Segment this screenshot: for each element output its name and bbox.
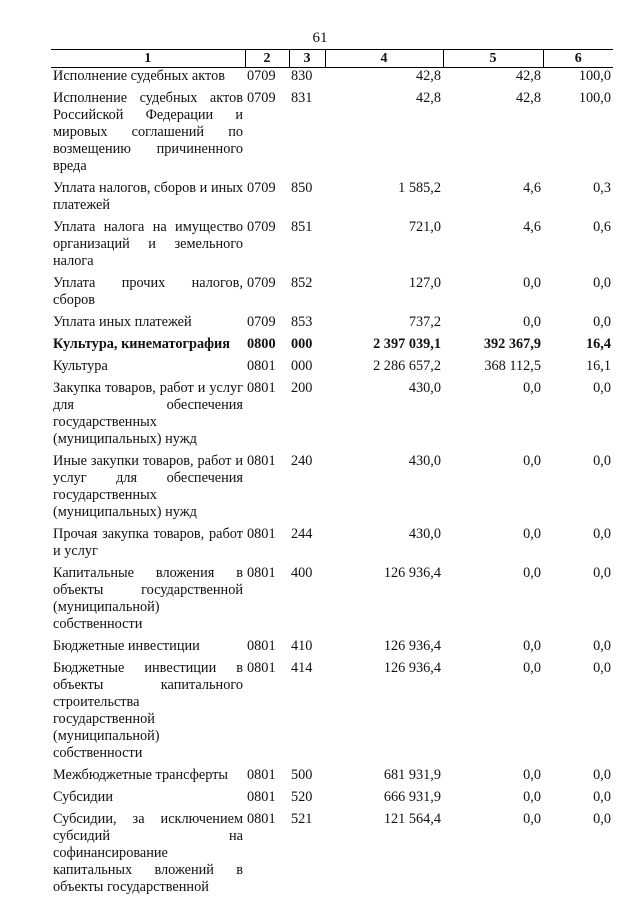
budget-table bbox=[51, 49, 613, 901]
column-header: 5 bbox=[443, 50, 543, 68]
approved-amount-cell: 126 936,4 bbox=[383, 565, 441, 581]
expense-type-cell: 851 bbox=[291, 219, 313, 235]
executed-amount-cell: 0,0 bbox=[523, 526, 541, 542]
expense-type-cell: 853 bbox=[291, 314, 313, 330]
execution-percent-cell: 0,0 bbox=[593, 453, 611, 469]
row-name-cell: Уплата налогов, сборов и иных платежей bbox=[53, 180, 243, 213]
page-number: 61 bbox=[312, 30, 328, 46]
table-row bbox=[51, 219, 613, 275]
expense-type-cell: 521 bbox=[291, 811, 313, 827]
table-row bbox=[51, 314, 613, 336]
section-code-cell: 0709 bbox=[247, 180, 276, 196]
approved-amount-cell: 666 931,9 bbox=[383, 789, 441, 805]
expense-type-cell: 400 bbox=[291, 565, 313, 581]
column-header: 2 bbox=[245, 50, 289, 68]
section-code-cell: 0709 bbox=[247, 219, 276, 235]
row-name-cell: Субсидии bbox=[53, 789, 113, 805]
table-header-row bbox=[51, 50, 613, 68]
table-row bbox=[51, 789, 613, 811]
approved-amount-cell: 2 286 657,2 bbox=[373, 358, 441, 374]
execution-percent-cell: 0,0 bbox=[593, 526, 611, 542]
executed-amount-cell: 0,0 bbox=[523, 660, 541, 676]
expense-type-cell: 852 bbox=[291, 275, 313, 291]
approved-amount-cell: 126 936,4 bbox=[383, 638, 441, 654]
section-code-cell: 0709 bbox=[247, 314, 276, 330]
approved-amount-cell: 1 585,2 bbox=[398, 180, 441, 196]
row-name-cell: Культура, кинематография bbox=[53, 336, 230, 352]
approved-amount-cell: 430,0 bbox=[408, 380, 441, 396]
row-name-cell: Культура bbox=[53, 358, 108, 374]
table-row bbox=[51, 565, 613, 638]
approved-amount-cell: 721,0 bbox=[408, 219, 441, 235]
column-header: 6 bbox=[543, 50, 613, 68]
row-name-cell: Исполнение судебных актов bbox=[53, 68, 225, 84]
approved-amount-cell: 126 936,4 bbox=[383, 660, 441, 676]
execution-percent-cell: 0,0 bbox=[593, 314, 611, 330]
table-row bbox=[51, 638, 613, 660]
row-name-cell: Закупка товаров, работ и услуг для обеспечения государственных (муниципальных) нужд bbox=[53, 380, 243, 447]
section-code-cell: 0801 bbox=[247, 660, 276, 676]
executed-amount-cell: 368 112,5 bbox=[484, 358, 541, 374]
approved-amount-cell: 42,8 bbox=[415, 90, 441, 106]
executed-amount-cell: 0,0 bbox=[523, 767, 541, 783]
execution-percent-cell: 0,0 bbox=[593, 638, 611, 654]
execution-percent-cell: 0,6 bbox=[593, 219, 611, 235]
expense-type-cell: 500 bbox=[291, 767, 313, 783]
expense-type-cell: 850 bbox=[291, 180, 313, 196]
executed-amount-cell: 0,0 bbox=[523, 565, 541, 581]
approved-amount-cell: 737,2 bbox=[408, 314, 441, 330]
row-name-cell: Прочая закупка товаров, работ и услуг bbox=[53, 526, 243, 559]
expense-type-cell: 830 bbox=[291, 68, 313, 84]
approved-amount-cell: 430,0 bbox=[408, 526, 441, 542]
section-code-cell: 0801 bbox=[247, 811, 276, 827]
execution-percent-cell: 0,0 bbox=[593, 660, 611, 676]
section-code-cell: 0801 bbox=[247, 453, 276, 469]
row-name-cell: Капитальные вложения в объекты государственной (муниципальной) собственности bbox=[53, 565, 243, 632]
approved-amount-cell: 121 564,4 bbox=[383, 811, 441, 827]
expense-type-cell: 414 bbox=[291, 660, 313, 676]
execution-percent-cell: 16,4 bbox=[585, 336, 611, 352]
row-name-cell: Бюджетные инвестиции bbox=[53, 638, 200, 654]
row-name-cell: Иные закупки товаров, работ и услуг для обеспечения государственных (муниципальных) нужд bbox=[53, 453, 243, 520]
table-row bbox=[51, 336, 613, 358]
execution-percent-cell: 0,0 bbox=[593, 789, 611, 805]
approved-amount-cell: 2 397 039,1 bbox=[373, 336, 441, 352]
execution-percent-cell: 0,0 bbox=[593, 565, 611, 581]
table-row bbox=[51, 380, 613, 453]
table-row bbox=[51, 811, 613, 901]
approved-amount-cell: 681 931,9 bbox=[383, 767, 441, 783]
executed-amount-cell: 0,0 bbox=[523, 789, 541, 805]
table-row bbox=[51, 358, 613, 380]
executed-amount-cell: 0,0 bbox=[523, 275, 541, 291]
executed-amount-cell: 392 367,9 bbox=[483, 336, 541, 352]
row-name-cell: Межбюджетные трансферты bbox=[53, 767, 229, 783]
section-code-cell: 0801 bbox=[247, 358, 276, 374]
expense-type-cell: 831 bbox=[291, 90, 313, 106]
execution-percent-cell: 0,0 bbox=[593, 275, 611, 291]
section-code-cell: 0801 bbox=[247, 638, 276, 654]
table-row bbox=[51, 453, 613, 526]
executed-amount-cell: 0,0 bbox=[523, 811, 541, 827]
section-code-cell: 0800 bbox=[247, 336, 276, 352]
row-name-cell: Субсидии, за исключением субсидий на софинансирование капитальных вложений в объекты государственной bbox=[53, 811, 243, 895]
expense-type-cell: 000 bbox=[291, 358, 313, 374]
section-code-cell: 0801 bbox=[247, 526, 276, 542]
approved-amount-cell: 127,0 bbox=[408, 275, 441, 291]
section-code-cell: 0801 bbox=[247, 565, 276, 581]
expense-type-cell: 410 bbox=[291, 638, 313, 654]
executed-amount-cell: 4,6 bbox=[523, 180, 541, 196]
execution-percent-cell: 100,0 bbox=[578, 68, 611, 84]
execution-percent-cell: 0,0 bbox=[593, 811, 611, 827]
section-code-cell: 0709 bbox=[247, 68, 276, 84]
column-header: 4 bbox=[325, 50, 443, 68]
table-row bbox=[51, 767, 613, 789]
section-code-cell: 0801 bbox=[247, 789, 276, 805]
executed-amount-cell: 4,6 bbox=[523, 219, 541, 235]
execution-percent-cell: 0,0 bbox=[593, 767, 611, 783]
executed-amount-cell: 42,8 bbox=[515, 68, 541, 84]
executed-amount-cell: 42,8 bbox=[515, 90, 541, 106]
table-row bbox=[51, 68, 613, 91]
execution-percent-cell: 16,1 bbox=[585, 358, 611, 374]
table-body bbox=[51, 68, 613, 902]
table-row bbox=[51, 90, 613, 180]
row-name-cell: Бюджетные инвестиции в объекты капитального строительства государственной (муниципальной) собственности bbox=[53, 660, 243, 761]
approved-amount-cell: 42,8 bbox=[415, 68, 441, 84]
execution-percent-cell: 0,3 bbox=[593, 180, 611, 196]
executed-amount-cell: 0,0 bbox=[523, 380, 541, 396]
section-code-cell: 0801 bbox=[247, 380, 276, 396]
table-row bbox=[51, 275, 613, 314]
approved-amount-cell: 430,0 bbox=[408, 453, 441, 469]
expense-type-cell: 520 bbox=[291, 789, 313, 805]
table-row bbox=[51, 526, 613, 565]
section-code-cell: 0801 bbox=[247, 767, 276, 783]
column-header: 3 bbox=[289, 50, 325, 68]
expense-type-cell: 200 bbox=[291, 380, 313, 396]
column-header: 1 bbox=[51, 50, 245, 68]
executed-amount-cell: 0,0 bbox=[523, 453, 541, 469]
execution-percent-cell: 100,0 bbox=[578, 90, 611, 106]
expense-type-cell: 000 bbox=[291, 336, 313, 352]
expense-type-cell: 244 bbox=[291, 526, 313, 542]
execution-percent-cell: 0,0 bbox=[593, 380, 611, 396]
section-code-cell: 0709 bbox=[247, 275, 276, 291]
section-code-cell: 0709 bbox=[247, 90, 276, 106]
row-name-cell: Исполнение судебных актов Российской Федерации и мировых соглашений по возмещению причиненного вреда bbox=[53, 90, 243, 174]
table-row bbox=[51, 180, 613, 219]
row-name-cell: Уплата прочих налогов, сборов bbox=[53, 275, 243, 308]
table-row bbox=[51, 660, 613, 767]
executed-amount-cell: 0,0 bbox=[523, 638, 541, 654]
expense-type-cell: 240 bbox=[291, 453, 313, 469]
executed-amount-cell: 0,0 bbox=[523, 314, 541, 330]
row-name-cell: Уплата иных платежей bbox=[53, 314, 192, 330]
row-name-cell: Уплата налога на имущество организаций и земельного налога bbox=[53, 219, 243, 269]
